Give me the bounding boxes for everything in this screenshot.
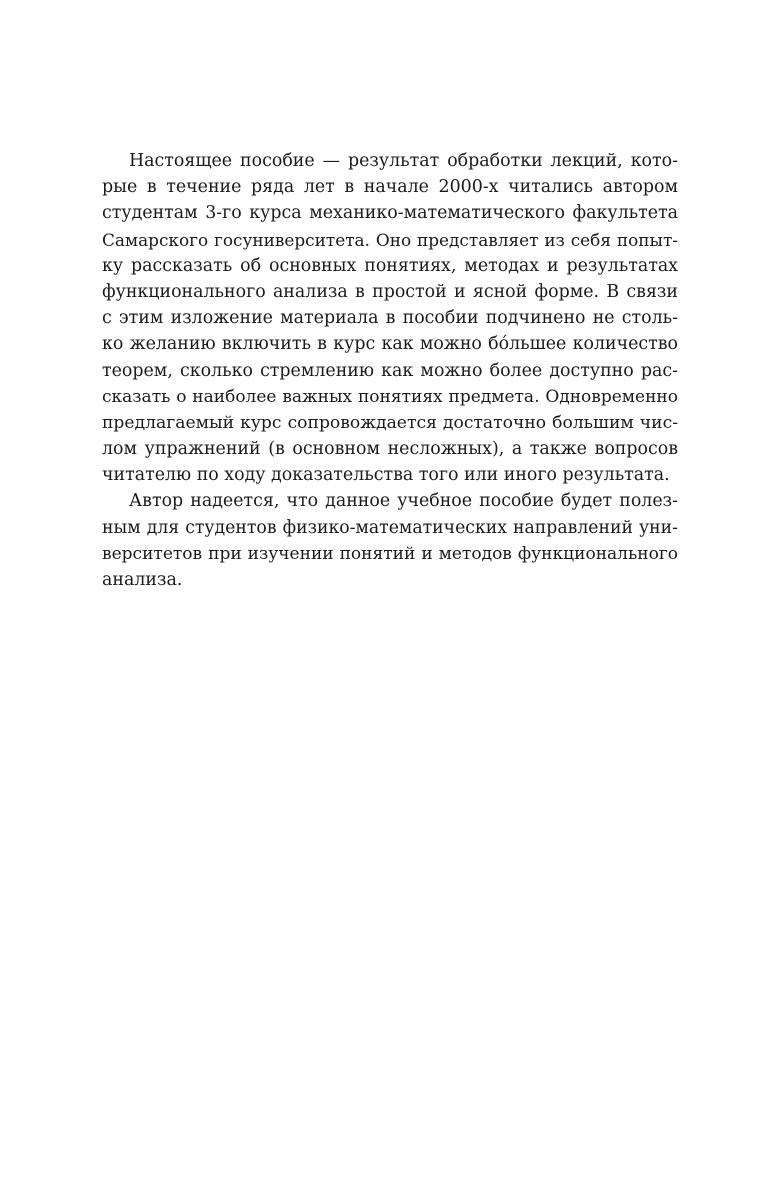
text-line: ко желанию включить в курс как можно бóльшее количество [102, 334, 678, 355]
text-line: теорем, сколько стремлению как можно более доступно рас- [102, 360, 678, 381]
text-line: студентам 3-го курса механико-математического факультета [102, 203, 678, 224]
paragraph-2 [102, 488, 678, 593]
text-line: с этим изложение материала в пособии подчинено не столь- [102, 308, 678, 329]
text-line: Автор надеется, что данное учебное пособие будет полез- [129, 491, 678, 512]
preface-text [102, 148, 678, 593]
text-line: ным для студентов физико-математических направлений уни- [102, 517, 678, 538]
text-line: рые в течение ряда лет в начале 2000-х читались автором [102, 177, 678, 198]
text-line: Настоящее пособие — результат обработки лекций, кото- [129, 151, 678, 171]
text-line: Самарского госуниверситета. Оно представляет из себя попыт- [102, 229, 678, 250]
text-line: функционального анализа в простой и ясной форме. В связи [102, 281, 678, 302]
paragraph-1 [102, 148, 678, 488]
text-line: читателю по ходу доказательства того или иного результата. [102, 465, 670, 486]
text-line: верситетов при изучении понятий и методов функционального [102, 543, 678, 564]
text-line: лом упражнений (в основном несложных), а также вопросов [102, 439, 678, 460]
text-line: анализа. [102, 570, 183, 590]
text-line: предлагаемый курс сопровождается достаточно большим чис- [102, 412, 678, 433]
text-line: ку рассказать об основных понятиях, методах и результатах [102, 255, 678, 276]
text-line: сказать о наиболее важных понятиях предмета. Одновременно [102, 386, 678, 407]
